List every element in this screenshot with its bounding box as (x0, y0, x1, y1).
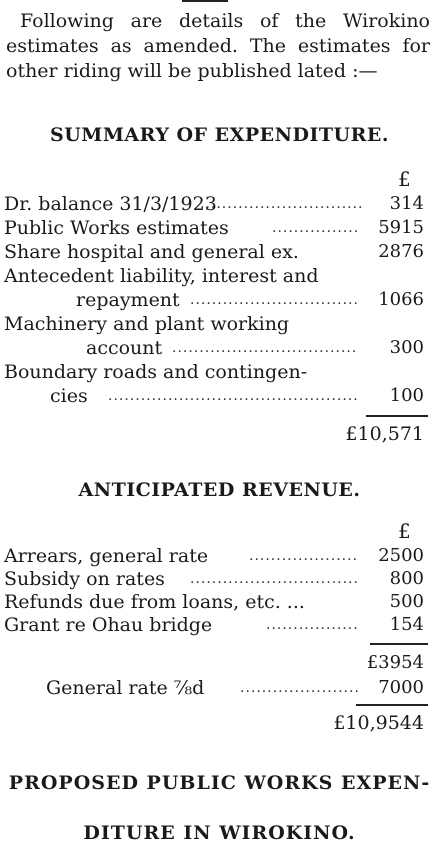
leader-dots: .................... (249, 548, 359, 564)
summary-row: Boundary roads and contingen- (4, 361, 308, 383)
summary-heading: SUMMARY OF EXPENDITURE. (50, 124, 389, 146)
leader-dots: .................................. (172, 340, 358, 356)
summary-total-rule (366, 415, 428, 417)
revenue-subtotal: £3954 (366, 652, 424, 673)
summary-currency: £ (398, 167, 411, 191)
works-heading-line1: PROPOSED PUBLIC WORKS EXPEN- (8, 772, 431, 794)
revenue-row: Refunds due from loans, etc. ... 500 (4, 591, 424, 613)
leader-dots: ...................... (240, 680, 360, 696)
summary-row: Dr. balance 31/3/1923 .............................. 314 (4, 193, 424, 215)
revenue-row: Subsidy on rates ............................... 800 (4, 568, 424, 590)
summary-row-cont: repayment ............................... 1066 (76, 289, 424, 311)
revenue-row: Arrears, general rate .................... 2500 (4, 545, 424, 567)
top-rule (182, 0, 228, 2)
summary-row-cont: account .................................. 300 (86, 337, 424, 359)
summary-row: Machinery and plant working (4, 313, 290, 335)
revenue-heading: ANTICIPATED REVENUE. (78, 479, 361, 501)
summary-row: Share hospital and general ex. 2876 (4, 241, 424, 263)
leader-dots: .............................. (200, 196, 364, 212)
leader-dots: ............................... (190, 292, 359, 308)
leader-dots: .............................................. (108, 388, 359, 404)
general-rate-row: General rate ⅞d ...................... 7000 (46, 677, 424, 699)
summary-row-cont: cies .............................................. 100 (50, 385, 424, 407)
revenue-currency: £ (398, 519, 411, 543)
revenue-subtotal-rule (370, 643, 428, 645)
summary-row: Antecedent liability, interest and (4, 265, 319, 287)
leader-dots: ............................... (190, 571, 359, 587)
intro-paragraph: Following are details of the Wirokino estimates as amended. The estimates for other riding will be published lated :— (6, 10, 430, 82)
summary-row: Public Works estimates ................ 5915 (4, 217, 424, 239)
revenue-row: Grant re Ohau bridge ................. 154 (4, 614, 424, 636)
leader-dots: ................ (272, 220, 360, 236)
works-heading-line2: DITURE IN WIROKINO. (83, 822, 356, 844)
revenue-total-rule (356, 704, 428, 706)
summary-total: £10,571 (345, 423, 424, 445)
leader-dots: ................. (266, 617, 359, 633)
revenue-total: £10,9544 (333, 712, 424, 734)
